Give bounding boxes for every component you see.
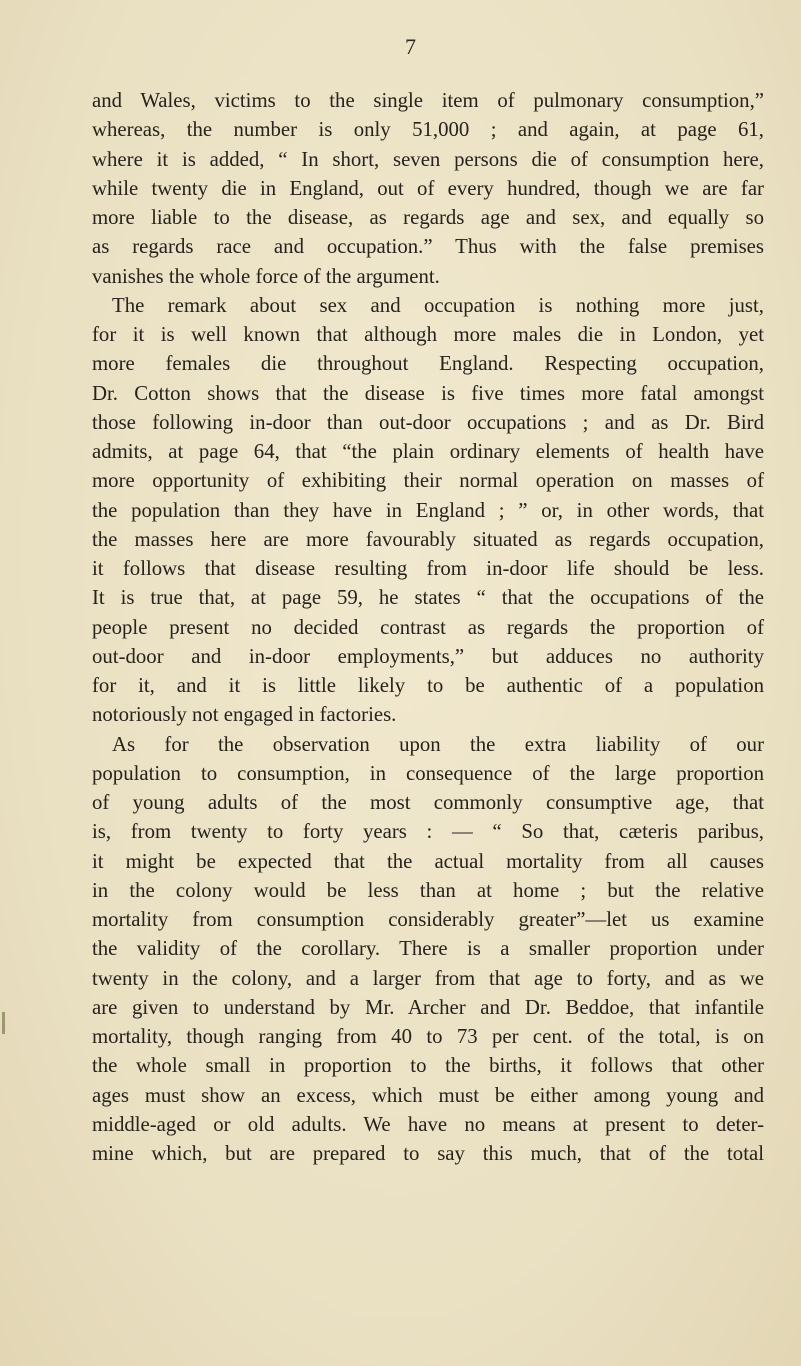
text-line: while twenty die in England, out of every hundred, though we are far [92,176,764,200]
body-text [92,86,764,1168]
text-line: the whole small in proportion to the births, it follows that other [92,1054,764,1078]
text-line: for it, and it is little likely to be authentic of a population [92,674,764,697]
text-line: population to consumption, in consequence of the large proportion [92,761,764,785]
text-line: it might be expected that the actual mortality from all causes [92,849,764,873]
text-line: is, from twenty to forty years : — “ So that, cæteris paribus, [92,820,764,844]
text-line: in the colony would be less than at home ; but the relative [92,878,764,902]
text-line: As for the observation upon the extra liability of our [112,732,764,756]
text-line: people present no decided contrast as regards the proportion of [92,615,764,639]
text-line: Dr. Cotton shows that the disease is five times more fatal amongst [92,381,764,405]
text-line: mortality, though ranging from 40 to 73 per cent. of the total, is on [92,1025,764,1048]
text-line: vanishes the whole force of the argument. [92,264,440,288]
text-line: more liable to the disease, as regards age and sex, and equally so [92,206,764,229]
text-line: those following in-door than out-door occupations ; and as Dr. Bird [92,410,764,434]
text-line: mine which, but are prepared to say this much, that of the total [92,1142,764,1165]
text-line: as regards race and occupation.” Thus with the false premises [92,235,764,259]
text-line: the masses here are more favourably situated as regards occupation, [92,527,764,551]
text-line: out-door and in-door employments,” but adduces no authority [92,644,764,668]
text-line: the validity of the corollary. There is a smaller proportion under [92,937,764,961]
text-line: middle-aged or old adults. We have no means at present to deter- [92,1112,764,1136]
text-line: admits, at page 64, that “the plain ordinary elements of health have [92,440,764,463]
text-line: the population than they have in England ; ” or, in other words, that [92,498,764,522]
text-line: twenty in the colony, and a larger from that age to forty, and as we [92,966,764,990]
page-number: 7 [405,34,416,59]
text-line: more opportunity of exhibiting their normal operation on masses of [92,469,764,493]
text-line: ages must show an excess, which must be either among young and [92,1083,764,1107]
text-line: it follows that disease resulting from in-door life should be less. [92,557,764,580]
text-line: mortality from consumption considerably greater”—let us examine [92,908,764,931]
text-line: are given to understand by Mr. Archer and Dr. Beddoe, that infantile [92,995,764,1019]
binding-mark [2,1012,5,1034]
text-line: more females die throughout England. Respecting occupation, [92,352,764,376]
text-line: for it is well known that although more males die in London, yet [92,323,764,346]
text-line: The remark about sex and occupation is nothing more just, [112,293,764,317]
text-line: It is true that, at page 59, he states “ that the occupations of the [92,586,764,610]
text-line: notoriously not engaged in factories. [92,703,397,727]
text-line: whereas, the number is only 51,000 ; and again, at page 61, [92,118,764,142]
text-line: of young adults of the most commonly consumptive age, that [92,791,764,814]
text-line: where it is added, “ In short, seven persons die of consumption here, [92,147,764,171]
text-line: and Wales, victims to the single item of pulmonary consumption,” [92,89,764,112]
